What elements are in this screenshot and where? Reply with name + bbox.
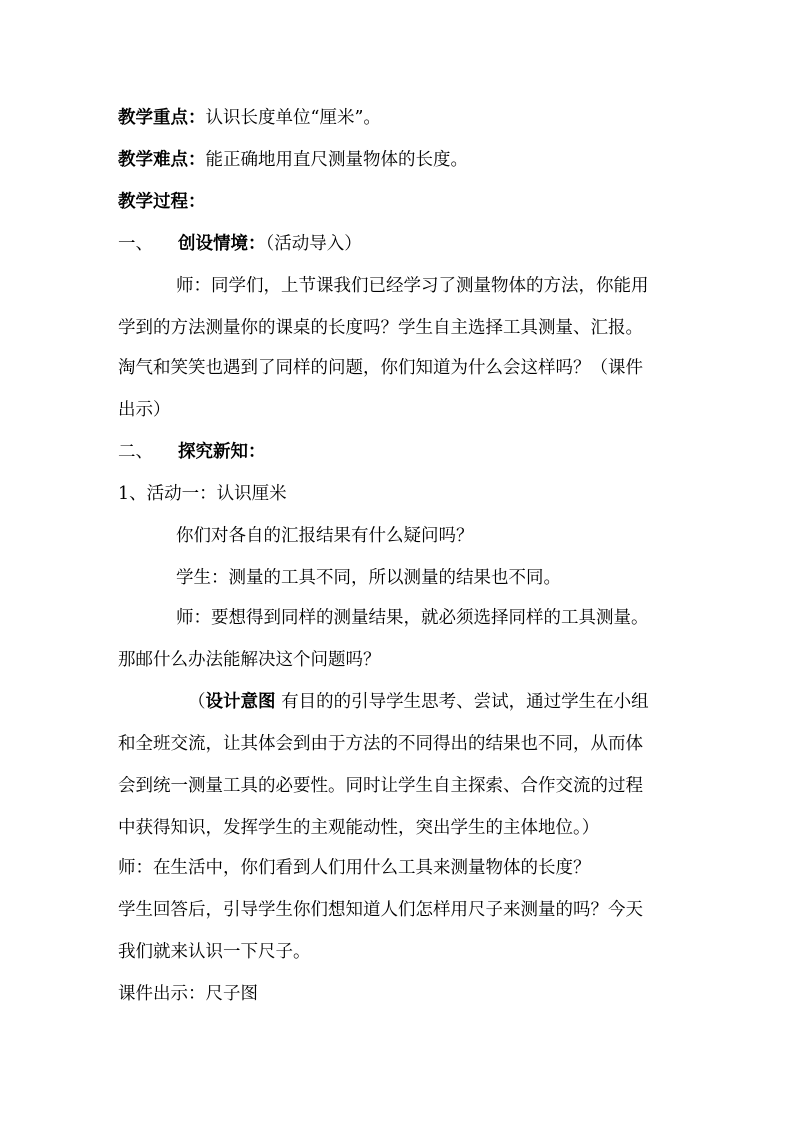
guide-line2: 我们就来认识一下尺子。 [118,942,311,962]
section1-number: 一、 [118,234,153,254]
design-intent-line4: 中获得知识，发挥学生的主观能动性，突出学生的主体地位。） [118,818,600,838]
activity1-heading: 1、活动一：认识厘米 [118,484,287,504]
section1-heading [118,232,688,256]
design-intent-label: 设计意图 [205,692,276,712]
courseware-line: 课件出示：尺子图 [118,984,258,1004]
section1-note: （活动导入） [265,234,362,254]
para1-line1: 师：同学们，上节课我们已经学习了测量物体的方法，你能用 [176,276,649,296]
design-intent-line1-rest: 有目的的引导学生思考、尝试，通过学生在小组 [281,692,649,712]
key-point-label: 教学重点： [118,108,206,128]
design-intent-line1 [188,690,758,714]
key-point-text: 认识长度单位“厘米”。 [205,108,381,128]
design-intent-line3: 会到统一测量工具的必要性。同时让学生自主探索、合作交流的过程 [118,776,643,796]
section2-number: 二、 [118,442,153,462]
teacher-line1: 师：要想得到同样的测量结果，就必须选择同样的工具测量。 [176,608,649,628]
process-title: 教学过程： [118,192,206,212]
design-intent-open: （ [188,692,206,712]
question-line: 你们对各自的汇报结果有什么疑问吗？ [176,526,474,546]
section2-heading [118,440,688,464]
para1-line4: 出示） [118,400,171,420]
design-intent-line2: 和全班交流，让其体会到由于方法的不同得出的结果也不同，从而体 [118,734,643,754]
teacher-line2: 那邮什么办法能解决这个问题吗？ [118,650,381,670]
teacher-question-line: 师：在生活中，你们看到人们用什么工具来测量物体的长度？ [118,858,591,878]
key-point-line [118,106,688,130]
section2-title: 探究新知： [178,442,266,462]
difficult-point-line [118,148,688,172]
section1-title: 创设情境： [178,234,266,254]
student-answer-line: 学生：测量的工具不同，所以测量的结果也不同。 [176,568,561,588]
para1-line3: 淘气和笑笑也遇到了同样的问题，你们知道为什么会这样吗？（课件 [118,358,643,378]
difficult-point-label: 教学难点： [118,150,206,170]
guide-line1: 学生回答后，引导学生你们想知道人们怎样用尺子来测量的吗？今天 [118,900,643,920]
para1-line2: 学到的方法测量你的课桌的长度吗？学生自主选择工具测量、汇报。 [118,318,643,338]
difficult-point-text: 能正确地用直尺测量物体的长度。 [205,150,468,170]
